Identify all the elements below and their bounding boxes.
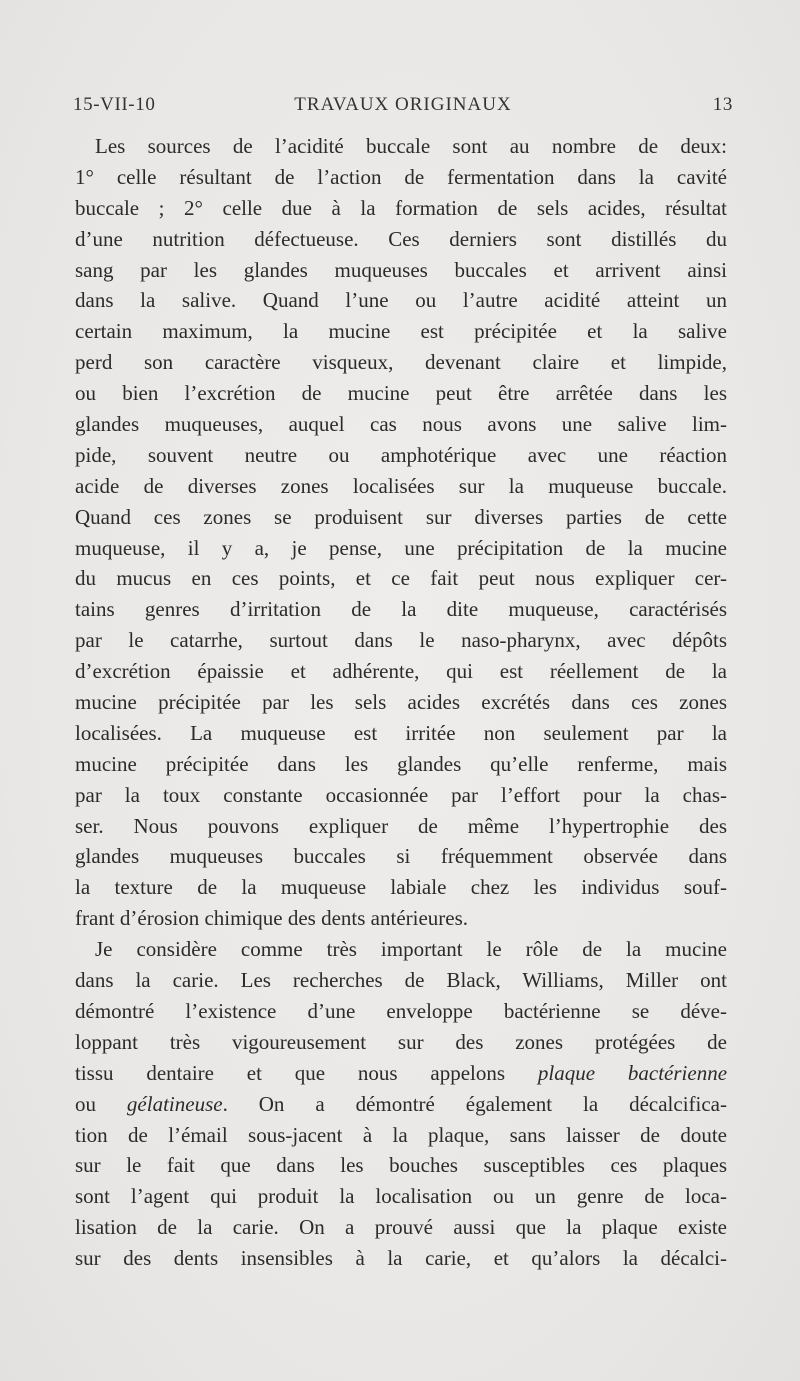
running-head: [73, 94, 733, 122]
text-line: pide, souvent neutre ou amphotérique avec une réaction: [75, 442, 727, 467]
text-run: tissu dentaire et que nous appelons: [75, 1060, 506, 1085]
text-line: glandes muqueuses, auquel cas nous avons une salive lim-: [75, 412, 727, 437]
text-line: acide de diverses zones localisées sur la muqueuse buccale.: [75, 473, 727, 498]
text-line: Les sources de l’acidité buccale sont au nombre de deux:: [95, 134, 727, 158]
text-line: mucine précipitée dans les glandes qu’elle renferme, mais: [75, 751, 727, 776]
text-line: frant d’érosion chimique des dents antérieures.: [75, 906, 469, 931]
text-line: Je considère comme très important le rôle de la mucine: [95, 937, 727, 962]
text-line: mucine précipitée par les sels acides excrétés dans ces zones: [75, 690, 727, 715]
header-section-title: TRAVAUX ORIGINAUX: [294, 94, 512, 115]
text-line: sont l’agent qui produit la localisation ou un genre de loca-: [75, 1184, 727, 1209]
italic-term: plaque bactérienne: [537, 1060, 728, 1085]
text-line: tains genres d’irritation de la dite muqueuse, caractérisés: [75, 597, 727, 622]
text-line: dans la carie. Les recherches de Black, Williams, Miller ont: [75, 968, 727, 993]
text-line: dans la salive. Quand l’une ou l’autre acidité atteint un: [75, 288, 727, 313]
header-date: 15-VII-10: [73, 94, 156, 115]
body-text: [75, 131, 727, 1274]
italic-term: gélatineuse: [126, 1091, 223, 1116]
text-line: muqueuse, il y a, je pense, une précipitation de la mucine: [75, 535, 727, 560]
text-line: sur le fait que dans les bouches susceptibles ces plaques: [75, 1153, 727, 1178]
text-line: par le catarrhe, surtout dans le naso-pharynx, avec dépôts: [75, 628, 727, 653]
text-line: buccale ; 2° celle due à la formation de sels acides, résultat: [75, 195, 727, 220]
text-line: sur des dents insensibles à la carie, et qu’alors la décalci-: [75, 1246, 727, 1271]
text-line: ou bien l’excrétion de mucine peut être arrêtée dans les: [75, 381, 727, 406]
text-line: par la toux constante occasionnée par l’effort pour la chas-: [75, 782, 727, 807]
text-line: localisées. La muqueuse est irritée non seulement par la: [75, 720, 727, 745]
text-line: ser. Nous pouvons expliquer de même l’hypertrophie des: [75, 813, 727, 838]
text-line: certain maximum, la mucine est précipitée et la salive: [75, 319, 727, 344]
text-line: [75, 1089, 727, 1120]
page-number: 13: [712, 94, 733, 115]
text-line: démontré l’existence d’une enveloppe bactérienne se déve-: [75, 998, 727, 1023]
text-line: du mucus en ces points, et ce fait peut nous expliquer cer-: [75, 566, 727, 591]
text-line: Quand ces zones se produisent sur diverses parties de cette: [75, 504, 727, 529]
text-line: 1° celle résultant de l’action de fermentation dans la cavité: [75, 164, 727, 189]
text-line: la texture de la muqueuse labiale chez les individus souf-: [75, 875, 727, 900]
text-run: . On a démontré également la décalcifica-: [222, 1091, 727, 1116]
text-line: perd son caractère visqueux, devenant claire et limpide,: [75, 350, 727, 375]
text-run: ou: [75, 1091, 96, 1116]
text-line: [75, 1058, 727, 1089]
text-line: d’excrétion épaissie et adhérente, qui est réellement de la: [75, 659, 727, 684]
text-line: sang par les glandes muqueuses buccales et arrivent ainsi: [75, 257, 727, 282]
text-line: tion de l’émail sous-jacent à la plaque, sans laisser de doute: [75, 1122, 727, 1147]
text-line: glandes muqueuses buccales si fréquemment observée dans: [75, 844, 727, 869]
text-line: loppant très vigoureusement sur des zones protégées de: [75, 1029, 727, 1054]
text-line: d’une nutrition défectueuse. Ces derniers sont distillés du: [75, 226, 727, 251]
text-line: lisation de la carie. On a prouvé aussi que la plaque existe: [75, 1215, 727, 1240]
